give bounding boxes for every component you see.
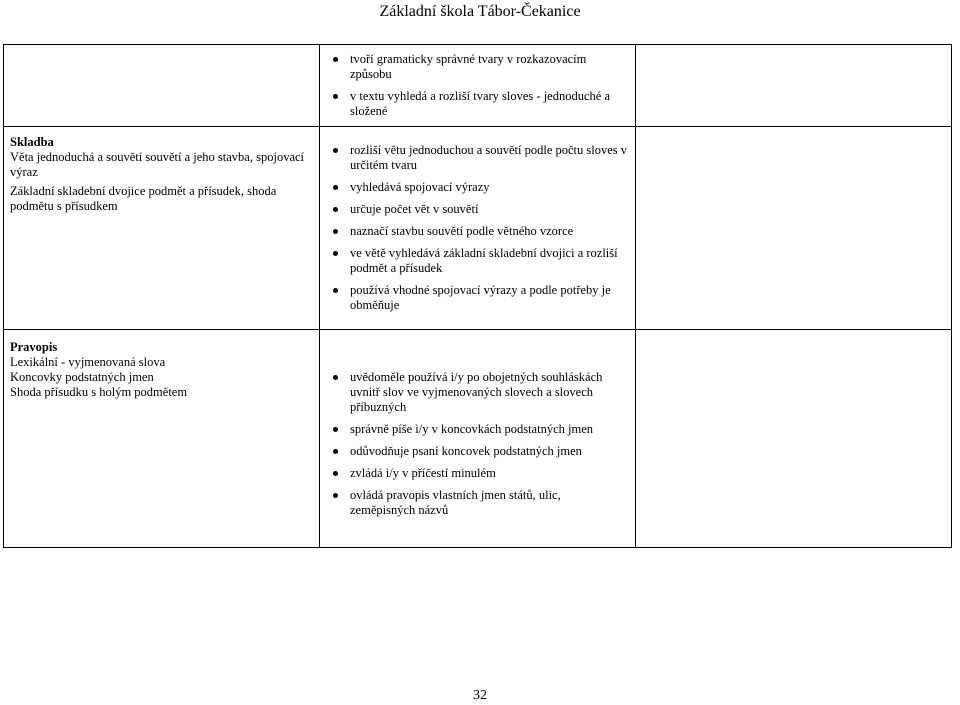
cell-topics-pravopis xyxy=(4,330,320,548)
list-item: správně píše i/y v koncovkách podstatných jmen xyxy=(350,422,629,437)
cell-outcomes-intro xyxy=(320,45,636,127)
topic-line: Koncovky podstatných jmen xyxy=(10,370,154,384)
page-number: 32 xyxy=(473,688,487,703)
cell-outcomes-skladba xyxy=(320,127,636,330)
list-item: vyhledává spojovací výrazy xyxy=(350,180,629,195)
list-item: uvědoměle používá i/y po obojetných souhláskách uvnitř slov ve vyjmenovaných slovech a slovech příbuzných xyxy=(350,370,629,415)
list-item: ovládá pravopis vlastních jmen států, ulic, zeměpisných názvů xyxy=(350,488,629,518)
bullet-list-skladba xyxy=(320,143,635,313)
table-row-skladba xyxy=(4,127,952,330)
list-item: určuje počet vět v souvětí xyxy=(350,202,629,217)
cell-notes-empty xyxy=(636,330,952,548)
cell-outcomes-pravopis xyxy=(320,330,636,548)
cell-notes-empty xyxy=(636,45,952,127)
curriculum-table xyxy=(3,44,952,548)
bullet-list-pravopis xyxy=(320,370,635,518)
list-item: zvládá i/y v příčestí minulém xyxy=(350,466,629,481)
list-item: v textu vyhledá a rozliší tvary sloves - jednoduché a složené xyxy=(350,89,629,119)
list-item: rozliší větu jednoduchou a souvětí podle počtu sloves v určitém tvaru xyxy=(350,143,628,172)
list-item: používá vhodné spojovací výrazy a podle potřeby je obměňuje xyxy=(350,283,629,313)
section-heading-skladba: Skladba xyxy=(10,135,54,149)
section-heading-pravopis: Pravopis xyxy=(10,340,58,354)
list-item: naznačí stavbu souvětí podle větného vzorce xyxy=(350,224,629,239)
cell-topics-skladba xyxy=(4,127,320,330)
table-row-pravopis xyxy=(4,330,952,548)
cell-topics-empty xyxy=(4,45,320,127)
list-item: odůvodňuje psaní koncovek podstatných jmen xyxy=(350,444,629,459)
topic-line: Věta jednoduchá a souvětí souvětí a jeho stavba, spojovací výraz xyxy=(10,150,305,179)
page-header: Základní škola Tábor-Čekanice xyxy=(379,3,581,20)
bullet-list-intro xyxy=(320,52,635,119)
topic-line: Lexikální - vyjmenovaná slova xyxy=(10,355,166,369)
topic-line: Shoda přísudku s holým podmětem xyxy=(10,385,188,399)
cell-notes-empty xyxy=(636,127,952,330)
list-item: tvoří gramaticky správné tvary v rozkazovacím způsobu xyxy=(350,52,629,82)
table-row-intro xyxy=(4,45,952,127)
topic-line: Základní skladební dvojice podmět a přísudek, shoda podmětu s přísudkem xyxy=(10,184,277,213)
list-item: ve větě vyhledává základní skladební dvojici a rozliší podmět a přísudek xyxy=(350,246,629,276)
